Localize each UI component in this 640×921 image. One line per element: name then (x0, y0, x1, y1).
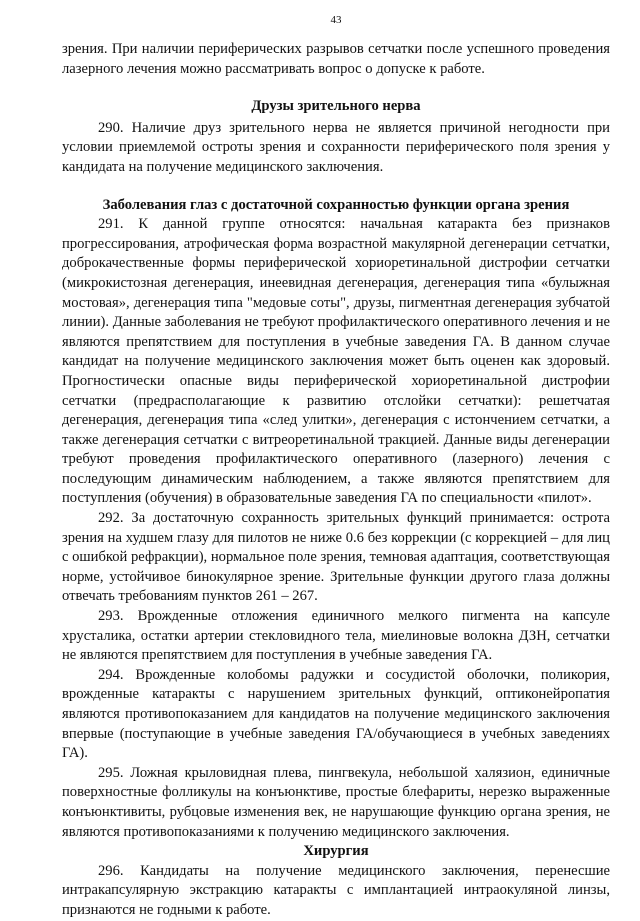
paragraph-291: 291. К данной группе относятся: начальная катаракта без признаков прогрессирования, атрофическая форма возрастной макулярной дегенерации сетчатки, доброкачественные формы периферической хориоретинальной дистрофии сетчатки (микрокистозная дегенерация, инеевидная дегенерация, дегенерация типа «булыжная мостовая», дегенерация типа "медовые соты", друзы, пигментная дегенерация зубчатой линии). Данные заболевания не требуют профилактического оперативного лечения и не являются препятствием для поступления в учебные заведения ГА. В данном случае кандидат на получение медицинского заключения может быть оценен как здоровый. Прогностически опасные виды периферической хориоретинальной дистрофии сетчатки (предрасполагающие к развитию отслойки сетчатки): решетчатая дегенерация, дегенерация типа «след улитки», дегенерация с истончением сетчатки, а также дегенерация сетчатки с витреоретинальной тракцией. Данные виды дегенерации требуют проведения профилактического оперативного (лазерного) лечения с последующим динамическим наблюдением, а также являются препятствием для поступления (обучения) в образовательные заведения ГА по специальности «пилот». (62, 216, 610, 507)
heading-eye-diseases-preserved-function: Заболевания глаз с достаточной сохранностью функции органа зрения (102, 196, 570, 213)
paragraph-293: 293. Врожденные отложения единичного мелкого пигмента на капсуле хрусталика, остатки артерии стекловидного тела, миелиновые волокна ДЗН, сетчатки не являются препятствием для поступления в учебные заведения ГА. (62, 608, 610, 664)
paragraph-296: 296. Кандидаты на получение медицинского заключения, перенесшие интракапсулярную экстракцию катаракты с имплантацией интраокуляной линзы, признаются не годными к работе. (62, 862, 610, 918)
paragraph-290: 290. Наличие друз зрительного нерва не является причиной негодности при условии приемлемой остроты зрения и сохранности периферического поля зрения у кандидата на получение медицинского заключения. (62, 119, 610, 175)
heading-surgery: Хирургия (303, 843, 369, 860)
page-number: 43 (330, 14, 342, 26)
paragraph-294: 294. Врожденные колобомы радужки и сосудистой оболочки, поликория, врожденные катаракты с нарушением зрительных функций, оптиконейропатия являются противопоказанием для кандидатов на получение медицинского заключения впервые (поступающие в учебные заведения ГА/обучающиеся в учебных заведениях ГА). (62, 666, 610, 762)
heading-optic-nerve-drusen: Друзы зрительного нерва (251, 98, 421, 115)
paragraph-continuation: зрения. При наличии периферических разрывов сетчатки после успешного проведения лазерного лечения можно рассматривать вопрос о допуске к работе. (62, 41, 610, 77)
document-page (62, 14, 610, 921)
paragraph-295: 295. Ложная крыловидная плева, пингвекула, небольшой халязион, единичные поверхностные фолликулы на конъюнктиве, простые блефариты, нерезко выраженные конъюнктивиты, рубцовые изменения век, не нарушающие функцию органа зрения, не являются противопоказаниями к получению медицинского заключения. (62, 764, 610, 840)
paragraph-292: 292. За достаточную сохранность зрительных функций принимается: острота зрения на худшем глазу для пилотов не ниже 0.6 без коррекции (с коррекцией – для лиц с ошибкой рефракции), нормальное поле зрения, темновая адаптация, соответствующая норме, устойчивое бинокулярное зрение. Зрительные функции другого глаза должны отвечать требованиям пунктов 261 – 267. (62, 510, 610, 605)
